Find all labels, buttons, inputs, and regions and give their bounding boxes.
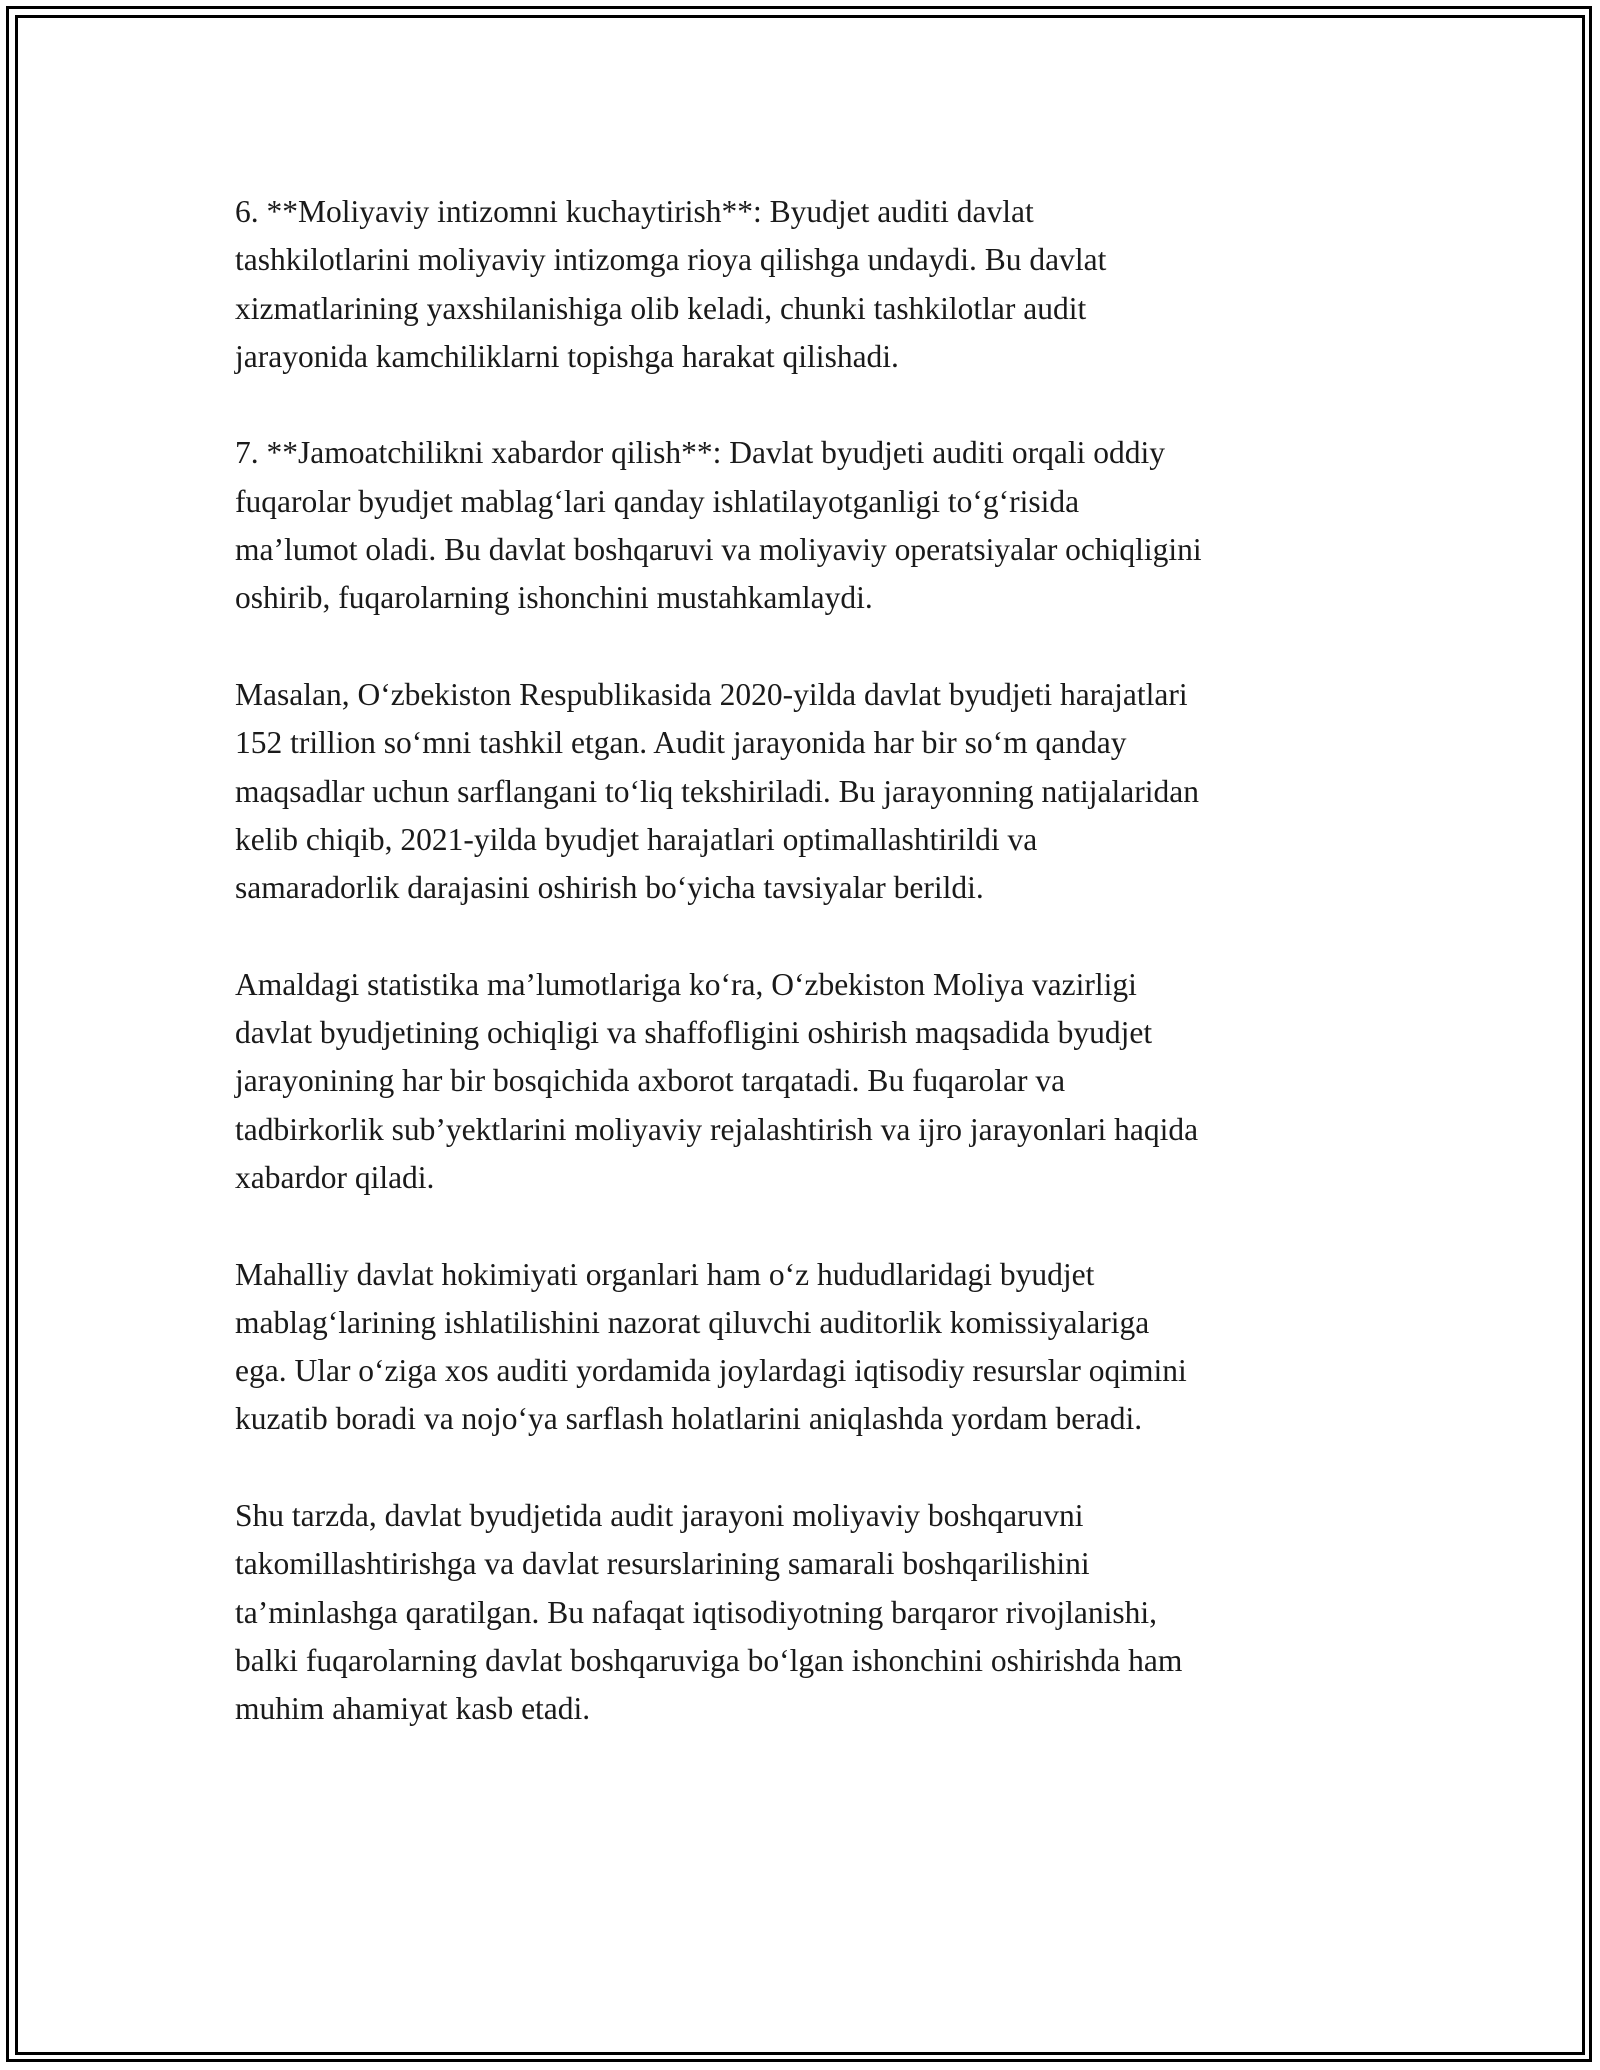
text-line: oshirib, fuqarolarning ishonchini mustahkamlaydi. [235, 580, 873, 616]
text-line: balki fuqarolarning davlat boshqaruviga bo‘lgan ishonchini oshirishda ham [235, 1642, 1183, 1678]
text-line: davlat byudjetining ochiqligi va shaffofligini oshirish maqsadida byudjet [235, 1015, 1153, 1051]
text-line: 152 trillion so‘mni tashkil etgan. Audit jarayonida har bir so‘m qanday [235, 725, 1127, 761]
text-line: ega. Ular o‘ziga xos auditi yordamida joylardagi iqtisodiy resurslar oqimini [235, 1353, 1187, 1389]
text-line: takomillashtirishga va davlat resurslarining samarali boshqarilishini [235, 1546, 1090, 1582]
text-line: ma’lumot oladi. Bu davlat boshqaruvi va moliyaviy operatsiyalar ochiqligini [235, 532, 1202, 568]
text-line: jarayonining har bir bosqichida axborot tarqatadi. Bu fuqarolar va [235, 1063, 1066, 1099]
text-line: xizmatlarining yaxshilanishiga olib keladi, chunki tashkilotlar audit [235, 290, 1087, 326]
text-line: muhim ahamiyat kasb etadi. [235, 1691, 591, 1727]
text-line: Shu tarzda, davlat byudjetida audit jarayoni moliyaviy boshqaruvni [235, 1498, 1084, 1534]
paragraph-conclusion [235, 1492, 1365, 1733]
text-line: samaradorlik darajasini oshirish bo‘yicha tavsiyalar berildi. [235, 870, 984, 906]
text-line: Mahalliy davlat hokimiyati organlari ham o‘z hududlaridagi byudjet [235, 1256, 1095, 1292]
paragraph-statistics [235, 961, 1365, 1202]
paragraph-public-awareness [235, 429, 1365, 622]
text-line: kuzatib boradi va nojo‘ya sarflash holatlarini aniqlashda yordam beradi. [235, 1401, 1143, 1437]
text-line: 7. **Jamoatchilikni xabardor qilish**: Davlat byudjeti auditi orqali oddiy [235, 435, 1165, 471]
text-line: ta’minlashga qaratilgan. Bu nafaqat iqtisodiyotning barqaror rivojlanishi, [235, 1594, 1158, 1630]
text-line: tadbirkorlik sub’yektlarini moliyaviy rejalashtirish va ijro jarayonlari haqida [235, 1111, 1199, 1147]
paragraph-example [235, 671, 1365, 912]
paragraph-discipline [235, 188, 1365, 381]
text-line: kelib chiqib, 2021-yilda byudjet harajatlari optimallashtirildi va [235, 821, 1038, 857]
paragraph-local-authorities [235, 1251, 1365, 1444]
text-line: 6. **Moliyaviy intizomni kuchaytirish**: Byudjet auditi davlat [235, 194, 1034, 229]
text-line: mablag‘larining ishlatilishini nazorat qiluvchi auditorlik komissiyalariga [235, 1304, 1150, 1340]
text-line: Amaldagi statistika ma’lumotlariga ko‘ra, O‘zbekiston Moliya vazirligi [235, 966, 1137, 1002]
text-line: Masalan, O‘zbekiston Respublikasida 2020-yilda davlat byudjeti harajatlari [235, 676, 1188, 712]
text-line: jarayonida kamchiliklarni topishga harakat qilishadi. [235, 338, 899, 374]
text-line: fuqarolar byudjet mablag‘lari qanday ishlatilayotganligi to‘g‘risida [235, 483, 1080, 519]
text-line: tashkilotlarini moliyaviy intizomga rioya qilishga undaydi. Bu davlat [235, 242, 1107, 278]
document-body [235, 188, 1365, 1782]
text-line: maqsadlar uchun sarflangani to‘liq tekshiriladi. Bu jarayonning natijalaridan [235, 773, 1199, 809]
text-line: xabardor qiladi. [235, 1159, 435, 1195]
